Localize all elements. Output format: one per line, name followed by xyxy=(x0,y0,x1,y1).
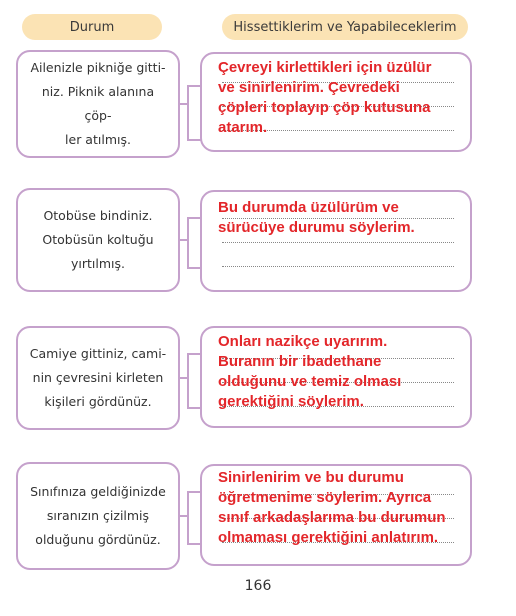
situation-box-2: Otobüse bindiniz. Otobüsün koltuğu yırtılmış. xyxy=(16,188,180,292)
situation-box-3: Camiye gittiniz, cami- nin çevresini kirleten kişileri gördünüz. xyxy=(16,326,180,430)
situation-box-1: Ailenizle pikniğe gitti- niz. Piknik alanına çöp- ler atılmış. xyxy=(16,50,180,158)
answer-box-3[interactable] xyxy=(200,326,472,428)
connector-4 xyxy=(180,462,202,570)
answer-text-1: Çevreyi kirlettikleri için üzülür ve sinirlenirim. Çevredeki çöpleri toplayıp çöp kutusuna atarım. xyxy=(218,59,432,136)
answer-box-1[interactable] xyxy=(200,52,472,152)
answer-text-4: Sinirlenirim ve bu durumu öğretmenime söylerim. Ayrıca sınıf arkadaşlarıma bu durumun olmaması gerektiğini anlatırım. xyxy=(218,469,446,546)
situation-box-4: Sınıfınıza geldiğinizde sıranızın çizilmiş olduğunu gördünüz. xyxy=(16,462,180,570)
connector-3 xyxy=(180,326,202,430)
response-header: Hissettiklerim ve Yapabileceklerim xyxy=(222,14,468,40)
answer-box-2[interactable] xyxy=(200,190,472,292)
answer-text-2: Bu durumda üzülürüm ve sürücüye durumu söylerim. xyxy=(218,199,415,236)
answer-text-3: Onları nazikçe uyarırım. Buranın bir ibadethane olduğunu ve temiz olması gerektiğini söylerim. xyxy=(218,333,402,410)
page-number: 166 xyxy=(244,578,272,594)
situation-header: Durum xyxy=(22,14,162,40)
answer-box-4[interactable] xyxy=(200,464,472,566)
connector-2 xyxy=(180,188,202,292)
connector-1 xyxy=(180,50,202,158)
